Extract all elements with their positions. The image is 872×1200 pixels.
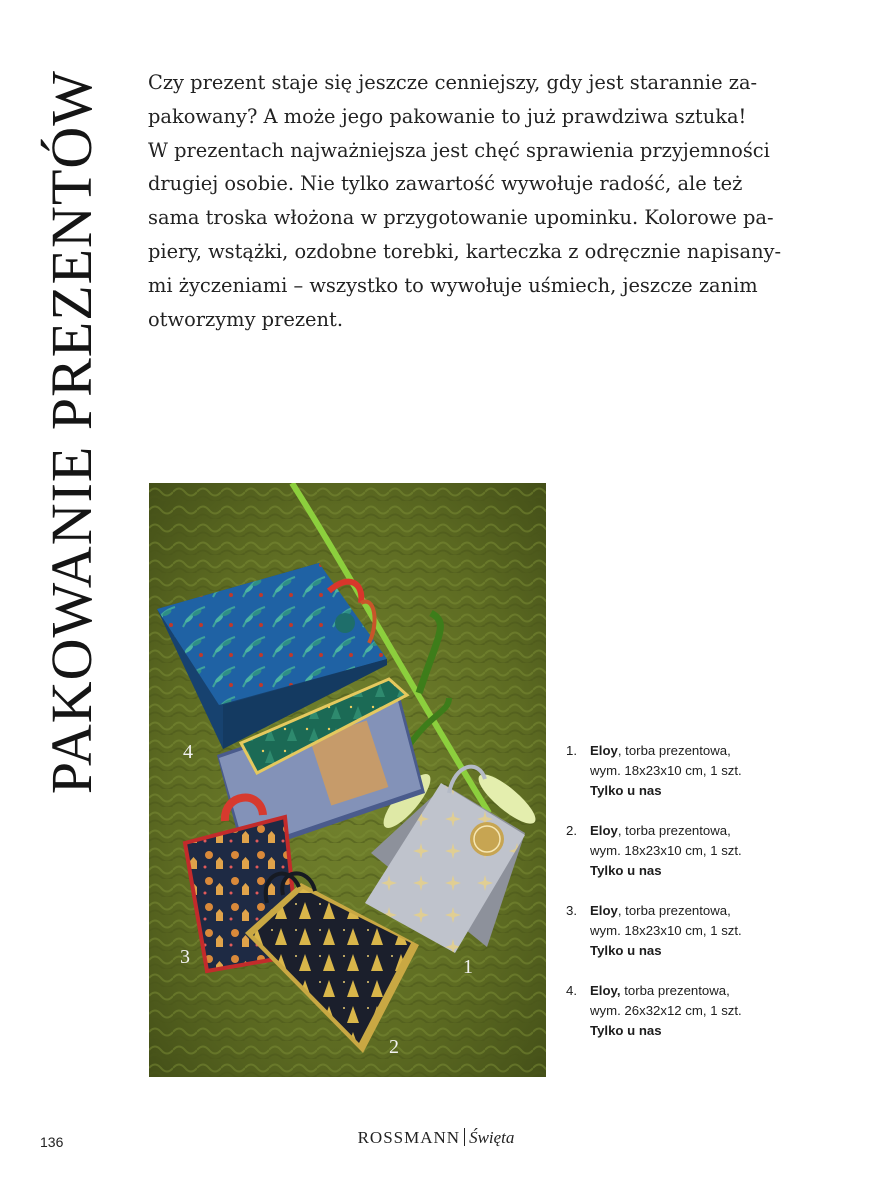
intro-line: sama troska włożona w przygotowanie upominku. Kolorowe pa- — [148, 206, 774, 230]
item-number: 4. — [566, 983, 577, 998]
list-item — [566, 821, 806, 881]
intro-line: piery, wstążki, ozdobne torebki, karteczka z odręcznie napisany- — [148, 239, 782, 263]
photo-label-2: 2 — [389, 1036, 399, 1058]
item-dimensions: wym. 26x32x12 cm, 1 szt. — [590, 1003, 742, 1018]
gift-bags-illustration — [149, 483, 546, 1077]
brand-divider — [464, 1128, 465, 1146]
item-description: torba prezentowa, — [620, 983, 730, 998]
item-exclusive-badge: Tylko u nas — [590, 1023, 662, 1038]
item-exclusive-badge: Tylko u nas — [590, 783, 662, 798]
page-number: 136 — [40, 1134, 64, 1150]
brand-name: ROSSMANN — [357, 1128, 461, 1147]
intro-line: otworzymy prezent. — [148, 307, 343, 331]
item-exclusive-badge: Tylko u nas — [590, 943, 662, 958]
item-description: , torba prezentowa, — [617, 743, 731, 758]
photo-label-1: 1 — [463, 956, 473, 978]
product-list — [566, 741, 806, 1061]
item-number: 2. — [566, 823, 577, 838]
list-item — [566, 901, 806, 961]
item-number: 1. — [566, 743, 577, 758]
item-dimensions: wym. 18x23x10 cm, 1 szt. — [590, 843, 742, 858]
list-item — [566, 741, 806, 801]
item-description: , torba prezentowa, — [617, 903, 731, 918]
photo-label-4: 4 — [183, 741, 193, 763]
intro-line: Czy prezent staje się jeszcze cenniejszy, gdy jest starannie za- — [148, 71, 758, 94]
vertical-title-container — [40, 70, 104, 920]
item-dimensions: wym. 18x23x10 cm, 1 szt. — [590, 763, 742, 778]
item-brand: Eloy, — [590, 983, 621, 998]
intro-line: W prezentach najważniejsza jest chęć sprawienia przyjemności — [148, 138, 770, 162]
footer-brand — [0, 1128, 872, 1148]
page-title: PAKOWANIE PREZENTÓW — [39, 70, 104, 795]
list-item — [566, 981, 806, 1041]
item-brand: Eloy — [590, 743, 618, 758]
intro-paragraph — [148, 66, 788, 336]
item-description: , torba prezentowa, — [617, 823, 731, 838]
brand-subtitle: Święta — [469, 1128, 515, 1147]
item-number: 3. — [566, 903, 577, 918]
intro-text — [148, 66, 788, 336]
photo-label-3: 3 — [180, 946, 190, 968]
intro-line: mi życzeniami – wszystko to wywołuje uśmiech, jeszcze zanim — [148, 273, 758, 297]
item-brand: Eloy — [590, 903, 618, 918]
intro-line: drugiej osobie. Nie tylko zawartość wywołuje radość, ale też — [148, 172, 743, 196]
item-exclusive-badge: Tylko u nas — [590, 863, 662, 878]
intro-line: pakowany? A może jego pakowanie to już prawdziwa sztuka! — [148, 104, 747, 128]
product-photo — [149, 483, 546, 1077]
item-brand: Eloy — [590, 823, 618, 838]
item-dimensions: wym. 18x23x10 cm, 1 szt. — [590, 923, 742, 938]
